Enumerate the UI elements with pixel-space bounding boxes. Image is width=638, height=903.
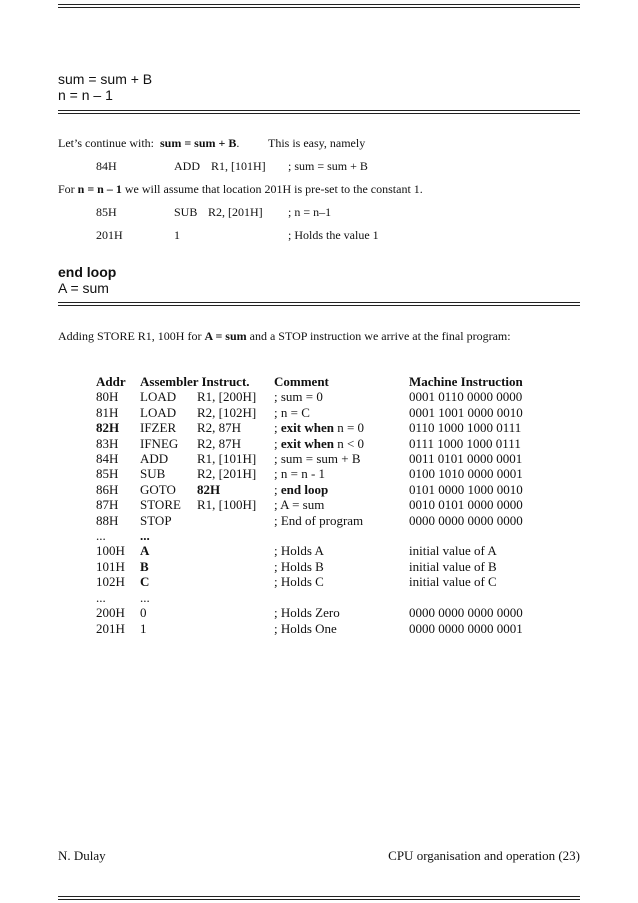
- row-addr: ...: [96, 589, 106, 605]
- code2-1-comment: ; Holds the value 1: [288, 228, 379, 242]
- para2-b1: n = n – 1: [77, 182, 122, 196]
- section1-line1: sum = sum + B: [58, 71, 153, 87]
- code2-0-comment: ; n = n–1: [288, 205, 332, 219]
- program-rows: [96, 389, 523, 636]
- row-arg: [197, 528, 274, 543]
- table-row: [96, 574, 523, 589]
- section1-line2: n = n – 1: [58, 87, 113, 103]
- header-machine: Machine Instruction: [409, 374, 523, 389]
- row-machine: 0000 0000 0000 0000: [409, 512, 523, 528]
- row-arg: 82H: [197, 481, 221, 497]
- row-op: 0: [140, 605, 147, 621]
- row-machine: 0100 1010 0000 0001: [409, 466, 523, 482]
- table-row: [96, 513, 523, 528]
- code1-addr: 84H: [96, 159, 117, 173]
- para3: [58, 329, 511, 343]
- row-comment: ; exit when n < 0: [274, 435, 365, 451]
- row-op: A: [140, 543, 150, 559]
- para1-prefix: Let’s continue with:: [58, 136, 154, 150]
- row-comment: ; n = C: [274, 404, 310, 420]
- row-addr: 85H: [96, 466, 119, 482]
- code1-comment: ; sum = sum + B: [288, 159, 368, 173]
- row-arg: [197, 513, 274, 528]
- section2-line1: [58, 264, 116, 281]
- row-machine: initial value of C: [409, 574, 497, 590]
- row-arg: R1, [100H]: [197, 497, 257, 513]
- para2: [58, 182, 423, 196]
- row-addr: 80H: [96, 389, 119, 405]
- table-row: [96, 420, 523, 435]
- code2-1-addr: 201H: [96, 228, 123, 242]
- row-machine: 0001 0110 0000 0000: [409, 389, 523, 405]
- footer-title: CPU organisation and operation (23): [388, 848, 580, 863]
- section2-line1-text: end loop: [58, 264, 117, 280]
- para1: [58, 136, 239, 150]
- para1-suffix: .: [236, 136, 240, 150]
- row-arg: [197, 543, 274, 558]
- table-row: [96, 482, 523, 497]
- row-op: IFZER: [140, 420, 177, 436]
- row-comment: ; Holds C: [274, 574, 324, 590]
- row-op: IFNEG: [140, 435, 179, 451]
- row-arg: [197, 605, 274, 620]
- row-arg: R1, [101H]: [197, 451, 257, 467]
- section1-rule-2: [58, 113, 580, 114]
- row-comment: ; end loop: [274, 481, 329, 497]
- para2-p2: we will assume that location 201H is pre-set to the constant 1.: [124, 182, 423, 196]
- row-arg: R1, [200H]: [197, 389, 257, 405]
- row-machine: 0000 0000 0000 0000: [409, 605, 523, 621]
- row-comment: ; sum = 0: [274, 389, 323, 405]
- row-arg: R2, [102H]: [197, 404, 257, 420]
- table-row: [96, 590, 523, 605]
- table-row: [96, 559, 523, 574]
- code1-operands: R1, [101H]: [211, 159, 266, 173]
- row-addr: 83H: [96, 435, 119, 451]
- row-addr: 101H: [96, 558, 125, 574]
- header-assembler: Assembler Instruct.: [140, 374, 250, 389]
- row-machine: 0111 1000 1000 0111: [409, 435, 521, 451]
- section2-line2: A = sum: [58, 280, 109, 296]
- table-row: [96, 466, 523, 481]
- row-machine: 0110 1000 1000 0111: [409, 420, 522, 436]
- row-arg: [197, 621, 274, 636]
- para1-bold: sum = sum + B: [159, 136, 237, 150]
- top-rule-2: [58, 7, 580, 8]
- section2-rule-1: [58, 302, 580, 303]
- table-row: [96, 389, 523, 404]
- footer-author: N. Dulay: [58, 848, 106, 863]
- bottom-rule-2: [58, 899, 580, 900]
- row-arg: [197, 559, 274, 574]
- row-comment: ; Holds A: [274, 543, 324, 559]
- row-addr: 82H: [96, 420, 120, 436]
- row-op: 1: [140, 620, 147, 636]
- row-op: ...: [140, 528, 150, 544]
- section2-rule-2: [58, 305, 580, 306]
- row-machine: [409, 528, 523, 543]
- row-addr: 86H: [96, 481, 119, 497]
- row-comment: ; A = sum: [274, 497, 325, 513]
- code2-1-instr: 1: [174, 228, 180, 242]
- para2-p1: For: [58, 182, 75, 196]
- row-comment: ; Holds One: [274, 620, 337, 636]
- row-op: C: [140, 574, 150, 590]
- row-comment: ; exit when n = 0: [274, 420, 365, 436]
- row-comment: ; End of program: [274, 512, 364, 528]
- row-addr: 87H: [96, 497, 119, 513]
- bottom-rule-1: [58, 896, 580, 897]
- row-comment: ; n = n - 1: [274, 466, 326, 482]
- para3-b1: A = sum: [204, 329, 247, 343]
- code2-0-instr: SUB: [174, 205, 198, 219]
- row-comment: [274, 590, 409, 605]
- row-arg: R2, 87H: [197, 435, 242, 451]
- row-op: ...: [140, 589, 150, 605]
- row-arg: R2, [201H]: [197, 466, 257, 482]
- code1-instr: ADD: [174, 159, 200, 173]
- row-op: ADD: [140, 451, 169, 467]
- row-machine: 0001 1001 0000 0010: [409, 404, 523, 420]
- row-op: LOAD: [140, 404, 177, 420]
- row-machine: initial value of B: [409, 558, 497, 574]
- table-header: [96, 374, 523, 389]
- header-comment: Comment: [274, 374, 329, 389]
- row-op: GOTO: [140, 481, 176, 497]
- para1-note: This is easy, namely: [268, 136, 366, 150]
- row-machine: [409, 590, 523, 605]
- row-machine: 0010 0101 0000 0000: [409, 497, 523, 513]
- table-row: [96, 605, 523, 620]
- row-op: STORE: [140, 497, 181, 513]
- row-machine: 0011 0101 0000 0001: [409, 451, 523, 467]
- para3-p1: Adding STORE R1, 100H for: [58, 329, 202, 343]
- para3-p2: and a STOP instruction we arrive at the final program:: [249, 329, 511, 343]
- row-addr: ...: [96, 528, 106, 544]
- header-addr: Addr: [96, 374, 126, 389]
- code2-0-operands: R2, [201H]: [208, 205, 263, 219]
- row-comment: [274, 528, 409, 543]
- row-addr: 84H: [96, 451, 119, 467]
- table-row: [96, 451, 523, 466]
- table-row: [96, 528, 523, 543]
- code2-0-addr: 85H: [96, 205, 117, 219]
- row-addr: 81H: [96, 404, 119, 420]
- row-machine: 0000 0000 0000 0001: [409, 620, 523, 636]
- row-arg: [197, 574, 274, 589]
- row-comment: ; sum = sum + B: [274, 451, 361, 467]
- row-op: STOP: [140, 512, 172, 528]
- row-addr: 100H: [96, 543, 125, 559]
- top-rule-1: [58, 4, 580, 5]
- row-comment: ; Holds Zero: [274, 605, 340, 621]
- table-row: [96, 621, 523, 636]
- row-arg: R2, 87H: [197, 420, 242, 436]
- section1-rule-1: [58, 110, 580, 111]
- row-addr: 102H: [96, 574, 125, 590]
- program-table: [96, 374, 523, 636]
- row-addr: 88H: [96, 512, 119, 528]
- row-machine: 0101 0000 1000 0010: [409, 481, 523, 497]
- row-addr: 201H: [96, 620, 125, 636]
- table-row: [96, 497, 523, 512]
- row-op: SUB: [140, 466, 166, 482]
- row-comment: ; Holds B: [274, 558, 324, 574]
- row-op: LOAD: [140, 389, 177, 405]
- row-op: B: [140, 558, 149, 574]
- table-row: [96, 436, 523, 451]
- row-machine: initial value of A: [409, 543, 497, 559]
- table-row: [96, 543, 523, 558]
- table-row: [96, 405, 523, 420]
- row-addr: 200H: [96, 605, 125, 621]
- row-arg: [197, 590, 274, 605]
